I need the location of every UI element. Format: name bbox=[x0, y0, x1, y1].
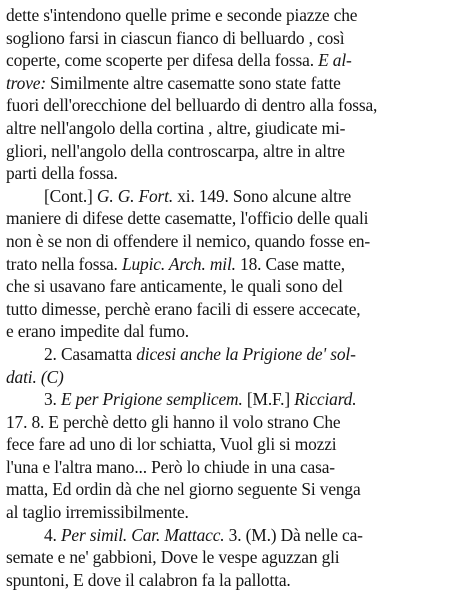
body-text: xi. 149. Sono alcune altre bbox=[173, 185, 352, 206]
italic-citation-text: Ricciard. bbox=[294, 389, 357, 410]
body-text: 2. Casamatta bbox=[44, 343, 137, 364]
text-line bbox=[6, 49, 460, 72]
italic-citation-text: dicesi anche la Prigione de' sol- bbox=[136, 343, 356, 364]
text-line bbox=[6, 524, 460, 547]
body-text: e erano impedite dal fumo. bbox=[6, 321, 189, 342]
text-line bbox=[6, 433, 460, 456]
text-line bbox=[6, 298, 460, 321]
text-line bbox=[6, 27, 460, 50]
text-line bbox=[6, 253, 460, 276]
body-text: non è se non di offendere il nemico, quando fosse en- bbox=[6, 230, 371, 251]
text-line bbox=[6, 230, 460, 253]
body-text: tutto dimesse, perchè erano facili di essere accecate, bbox=[6, 298, 361, 319]
body-text: [M.F.] bbox=[242, 389, 295, 410]
body-text: altre nell'angolo della cortina , altre, giudicate mi- bbox=[6, 117, 346, 138]
text-line bbox=[6, 162, 460, 185]
body-text: coperte, come scoperte per difesa della fossa. bbox=[6, 50, 319, 71]
italic-citation-text: dati. (C) bbox=[6, 366, 64, 387]
body-text: [Cont.] bbox=[44, 185, 97, 206]
body-text: 17. 8. E perchè detto gli hanno il volo strano Che bbox=[6, 411, 341, 432]
italic-citation-text: Per simil. Car. Mattacc. bbox=[60, 524, 225, 545]
text-line bbox=[6, 185, 460, 208]
text-line bbox=[6, 94, 460, 117]
text-line bbox=[6, 501, 460, 524]
body-text: che si usavano fare anticamente, le quali sono del bbox=[6, 276, 343, 297]
text-line bbox=[6, 388, 460, 411]
italic-citation-text: Lupic. Arch. mil. bbox=[121, 253, 236, 274]
text-line bbox=[6, 366, 460, 389]
body-text: fuori dell'orecchione del belluardo di dentro alla fossa, bbox=[6, 95, 378, 116]
body-text: al taglio irremissibilmente. bbox=[6, 502, 189, 523]
body-text: l'una e l'altra mano... Però lo chiude in una casa- bbox=[6, 456, 335, 477]
text-line bbox=[6, 207, 460, 230]
body-text: 3. bbox=[44, 389, 61, 410]
text-line bbox=[6, 411, 460, 434]
body-text: gliori, nell'angolo della controscarpa, altre in altre bbox=[6, 140, 345, 161]
italic-citation-text: G. G. Fort. bbox=[96, 185, 174, 206]
body-text: fece fare ad uno di lor schiatta, Vuol gli si mozzi bbox=[6, 434, 337, 455]
body-text: spuntoni, E dove il calabron fa la pallotta. bbox=[6, 569, 291, 590]
body-text: dette s'intendono quelle prime e seconde piazze che bbox=[6, 5, 358, 25]
body-text: 18. Case matte, bbox=[235, 253, 345, 274]
body-text: sogliono farsi in ciascun fianco di belluardo , così bbox=[6, 27, 345, 48]
text-line bbox=[6, 140, 460, 163]
text-line bbox=[6, 546, 460, 569]
body-text: maniere di difese dette casematte, l'officio delle quali bbox=[6, 208, 369, 229]
text-line bbox=[6, 275, 460, 298]
text-line bbox=[6, 72, 460, 95]
italic-citation-text: E per Prigione semplicem. bbox=[60, 389, 243, 410]
body-text: semate e ne' gabbioni, Dove le vespe aguzzan gli bbox=[6, 547, 340, 568]
body-text: parti della fossa. bbox=[6, 163, 118, 184]
body-text: 3. (M.) Dà nelle ca- bbox=[224, 524, 363, 545]
body-text: 4. bbox=[44, 524, 61, 545]
text-line bbox=[6, 569, 460, 591]
text-line bbox=[6, 4, 460, 27]
text-line bbox=[6, 320, 460, 343]
text-line bbox=[6, 343, 460, 366]
body-text: Similmente altre casematte sono state fatte bbox=[45, 72, 341, 93]
text-line bbox=[6, 117, 460, 140]
text-line bbox=[6, 478, 460, 501]
body-text: matta, Ed ordin dà che nel giorno seguente Si venga bbox=[6, 479, 361, 500]
body-text: trato nella fossa. bbox=[6, 253, 122, 274]
italic-citation-text: trove: bbox=[6, 72, 46, 93]
italic-citation-text: E al- bbox=[318, 50, 352, 71]
text-line bbox=[6, 456, 460, 479]
